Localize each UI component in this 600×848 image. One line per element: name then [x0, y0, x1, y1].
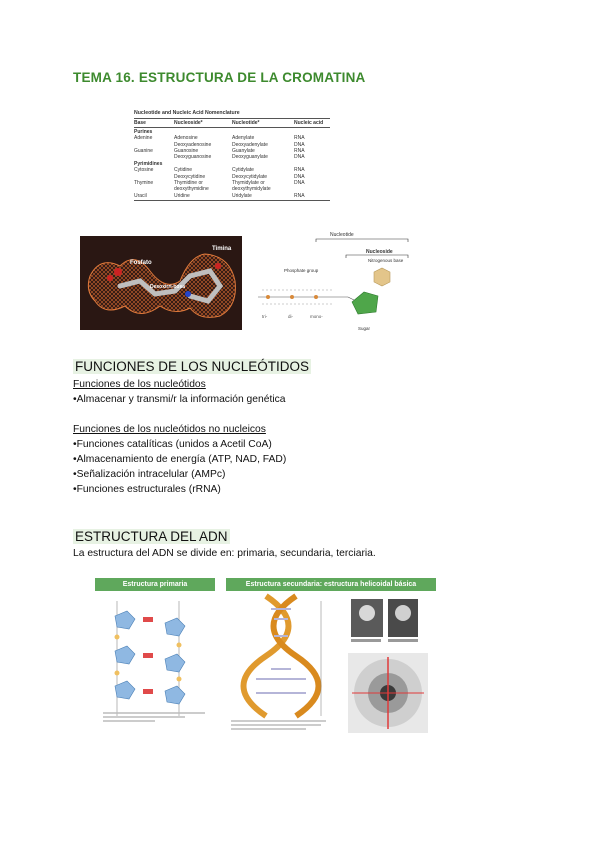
list-item: •Almacenamiento de energía (ATP, NAD, FAD) — [73, 454, 287, 465]
section2-intro: La estructura del ADN se divide en: primaria, secundaria, terciaria. — [73, 548, 376, 559]
list-item: •Funciones catalíticas (unidos a Acetil CoA) — [73, 439, 272, 450]
table-group-label: Purines — [134, 129, 153, 136]
label-mono: mono- — [310, 314, 323, 319]
table-cell: Thymidylate or deoxythymidylate — [232, 180, 271, 193]
table-cell: DNA — [294, 154, 305, 161]
table-row — [134, 193, 330, 199]
figure-title: Estructura primaria — [95, 578, 215, 591]
table-cell: Adenylate — [232, 135, 255, 142]
table-cell: RNA — [294, 147, 305, 154]
table-cell: Adenosine — [174, 135, 198, 142]
table-cell: RNA — [294, 167, 305, 174]
page-title: TEMA 16. ESTRUCTURA DE LA CROMATINA — [73, 70, 366, 85]
table-cell: Cytidine — [174, 167, 193, 174]
table-cell: Deoxyguanylate — [232, 154, 268, 161]
table-header: Nucleotide* — [232, 120, 260, 126]
label-sugar: Sugar — [358, 326, 371, 331]
mesh-illustration — [80, 236, 242, 330]
table-cell — [134, 154, 174, 160]
table-cell: Deoxyguanosine — [174, 154, 212, 161]
figure-title: Estructura secundaria: estructura helicoidal básica — [226, 578, 436, 591]
label-nucleoside: Nucleoside — [366, 249, 393, 255]
table-cell: Guanosine — [174, 147, 199, 154]
table-group-label: Pyrimidines — [134, 161, 163, 168]
table-cell: Guanylate — [232, 147, 255, 154]
table-header-row — [134, 119, 330, 127]
primary-structure-illustration — [95, 591, 215, 728]
table-cell: Thymidine or deoxythymidine — [174, 180, 209, 193]
table-row — [134, 180, 330, 193]
table-cell: Deoxycytidine — [174, 173, 206, 180]
table-caption: Nucleotide and Nucleic Acid Nomenclature — [134, 110, 240, 116]
section-heading-text: ESTRUCTURA DEL ADN — [75, 529, 228, 544]
table-cell: DNA — [294, 180, 305, 187]
table-cell: RNA — [294, 192, 305, 199]
list-item: •Almacenar y transmi/r la información genética — [73, 394, 286, 405]
label-phosphate-group: Phosphate group — [284, 268, 319, 273]
table-header: Nucleic acid — [294, 120, 324, 126]
table-cell: DNA — [294, 173, 305, 180]
table-header: Nucleoside* — [174, 120, 203, 126]
nomenclature-table — [134, 110, 330, 201]
table-cell: Adenine — [134, 135, 153, 142]
table-cell: RNA — [294, 135, 305, 142]
table-row — [134, 154, 330, 160]
nucleotide-structure-diagram — [248, 228, 444, 338]
table-header: Base — [134, 120, 146, 126]
label-di: di- — [288, 314, 294, 319]
table-cell: Thymine — [134, 180, 154, 187]
table-cell: Uracil — [134, 192, 147, 199]
list-item: •Funciones estructurales (rRNA) — [73, 484, 221, 495]
table-cell: Cytidylate — [232, 167, 254, 174]
secondary-structure-figure — [226, 578, 436, 738]
table-cell: Guanine — [134, 147, 153, 154]
subheading: Funciones de los nucleótidos no nucleicos — [73, 424, 266, 435]
primary-structure-figure — [95, 578, 215, 728]
section1-body — [73, 377, 286, 497]
table-cell: Deoxyadenylate — [232, 141, 268, 148]
section-heading-nucleotidos — [73, 359, 311, 374]
subheading: Funciones de los nucleótidos — [73, 379, 206, 390]
table-cell: Cytosine — [134, 167, 154, 174]
label-desoxirribosa: Desoxirri-bosa — [150, 284, 186, 290]
list-item: •Señalización intracelular (AMPc) — [73, 469, 226, 480]
label-timina: Timina — [212, 246, 232, 252]
label-fosfato: Fosfato — [130, 260, 152, 266]
table-cell: Deoxyadenosine — [174, 141, 212, 148]
secondary-structure-illustration — [226, 591, 436, 738]
nucleotide-mesh-image — [80, 236, 242, 330]
section-heading-adn — [73, 529, 230, 544]
label-tri: tri- — [262, 314, 268, 319]
table-cell: Deoxycytidylate — [232, 173, 268, 180]
table-cell: Uridylate — [232, 192, 252, 199]
label-nitrogenous-base: Nitrogenous base — [368, 258, 404, 263]
nucleotide-diagram — [248, 228, 444, 338]
label-nucleotide: Nucleotide — [330, 232, 354, 238]
table-cell: DNA — [294, 141, 305, 148]
section-heading-text: FUNCIONES DE LOS NUCLEÓTIDOS — [75, 359, 310, 374]
table-cell: Uridine — [174, 192, 190, 199]
